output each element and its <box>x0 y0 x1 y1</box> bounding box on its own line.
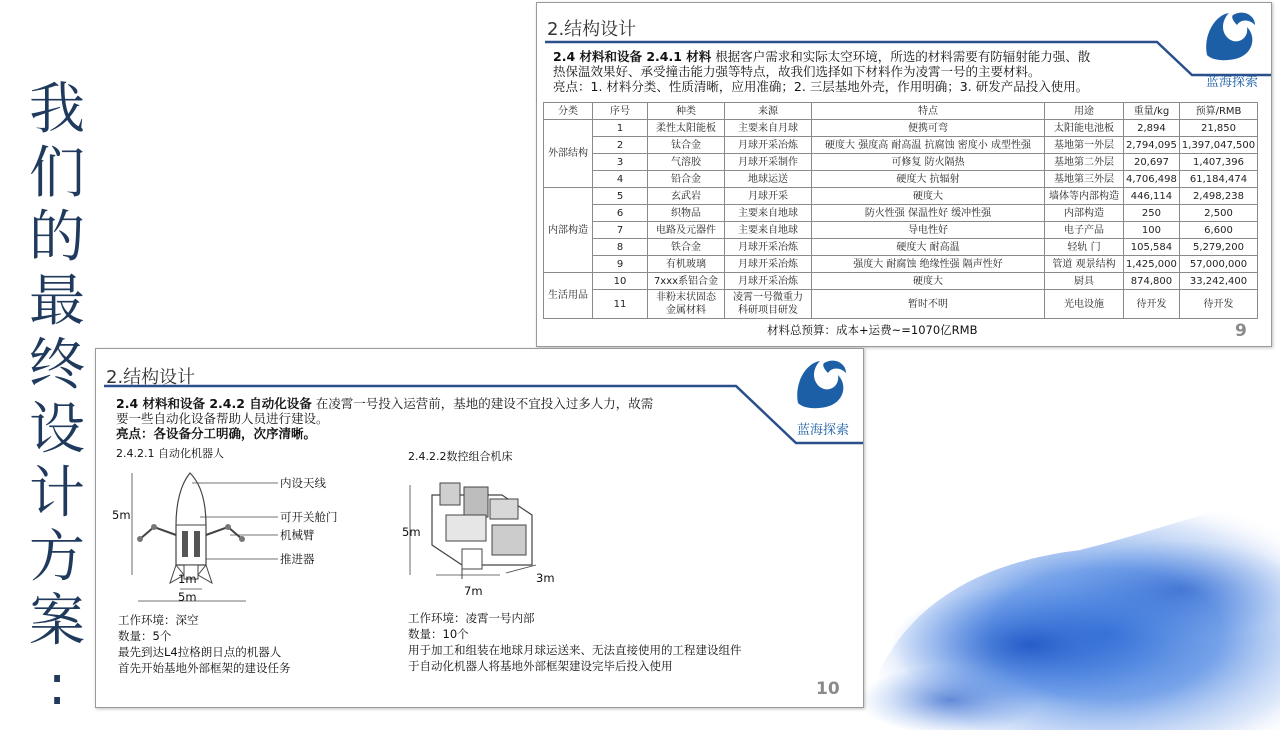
table-cell: 10 <box>593 273 648 290</box>
robot-drawing <box>110 465 410 605</box>
main-title-char: 我 <box>29 77 85 142</box>
robot-qty: 数量：5个 <box>118 629 172 643</box>
main-title-char: 方 <box>29 525 85 590</box>
table-cell: 基地第一外层 <box>1045 137 1124 154</box>
table-cell: 铅合金 <box>648 171 725 188</box>
intro-line-1: 根据客户需求和实际太空环境，所选的材料需要有防辐射能力强、散 <box>711 49 1091 64</box>
table-row <box>544 188 1258 205</box>
table-cell: 非粉末状固态 金属材料 <box>648 290 725 319</box>
table-cell: 地球运送 <box>725 171 812 188</box>
table-cell: 暂时不明 <box>812 290 1045 319</box>
table-cell: 6,600 <box>1179 222 1257 239</box>
table-cell: 月球开采 <box>725 188 812 205</box>
table-cell: 轻轨 门 <box>1045 239 1124 256</box>
machine-qty: 数量：10个 <box>408 627 469 641</box>
col-header: 重量/kg <box>1124 103 1180 120</box>
robot-env: 工作环境：深空 <box>118 613 199 627</box>
table-cell: 气溶胶 <box>648 154 725 171</box>
table-cell: 7xxx系铝合金 <box>648 273 725 290</box>
table-cell: 4,706,498 <box>1124 171 1180 188</box>
table-cell: 2,894 <box>1124 120 1180 137</box>
col-header: 分类 <box>544 103 593 120</box>
main-title-char: 最 <box>29 269 85 334</box>
table-cell: 6 <box>593 205 648 222</box>
slide-10-thumbnail[interactable] <box>95 348 864 708</box>
table-cell: 61,184,474 <box>1179 171 1257 188</box>
table-row <box>544 171 1258 188</box>
blue-sea-logo <box>1197 5 1267 90</box>
table-cell: 1,397,047,500 <box>1179 137 1257 154</box>
table-row <box>544 205 1258 222</box>
table-row <box>544 239 1258 256</box>
table-cell: 月球开采冶炼 <box>725 256 812 273</box>
table-cell: 钛合金 <box>648 137 725 154</box>
slide-title: 2.结构设计 <box>547 19 637 40</box>
table-cell: 太阳能电池板 <box>1045 120 1124 137</box>
intro-line-2: 热保温效果好、承受撞击能力强等特点，故我们选择如下材料作为凌霄一号的主要材料。 <box>553 64 1041 79</box>
main-title-char: 终 <box>29 333 85 398</box>
machine-height-dim: 5m <box>402 525 421 539</box>
table-cell: 2,500 <box>1179 205 1257 222</box>
table-cell: 硬度大 <box>812 273 1045 290</box>
page-number: 9 <box>1235 321 1247 341</box>
watercolor-decoration <box>860 470 1280 730</box>
category-cell: 生活用品 <box>544 273 593 319</box>
robot-desc <box>118 612 291 676</box>
table-cell: 2,498,238 <box>1179 188 1257 205</box>
col-header: 预算/RMB <box>1179 103 1257 120</box>
col-header: 特点 <box>812 103 1045 120</box>
col-header: 种类 <box>648 103 725 120</box>
section-heading: 2.4 材料和设备 2.4.2 自动化设备 <box>116 396 312 411</box>
machine-desc-2: 于自动化机器人将基地外部框架建设完毕后投入使用 <box>408 659 673 673</box>
logo-text: 蓝海探索 <box>1205 75 1258 90</box>
category-cell: 内部构造 <box>544 188 593 273</box>
table-cell: 硬度大 <box>812 188 1045 205</box>
category-cell: 外部结构 <box>544 120 593 188</box>
wave-logo-icon <box>1197 5 1267 65</box>
wave-logo-icon <box>788 353 858 413</box>
col-header: 用途 <box>1045 103 1124 120</box>
robot-label: 机械臂 <box>280 528 315 542</box>
table-cell: 1,407,396 <box>1179 154 1257 171</box>
table-row <box>544 222 1258 239</box>
table-cell: 可修复 防火隔热 <box>812 154 1045 171</box>
table-row <box>544 273 1258 290</box>
table-cell: 墙体等内部构造 <box>1045 188 1124 205</box>
table-cell: 强度大 耐腐蚀 绝缘性强 隔声性好 <box>812 256 1045 273</box>
table-cell: 待开发 <box>1124 290 1180 319</box>
table-cell: 主要来自地球 <box>725 222 812 239</box>
table-row <box>544 154 1258 171</box>
intro-text <box>116 396 756 441</box>
table-cell: 9 <box>593 256 648 273</box>
table-cell: 11 <box>593 290 648 319</box>
page-number: 10 <box>816 679 840 699</box>
table-cell: 1,425,000 <box>1124 256 1180 273</box>
table-cell: 凌霄一号微重力 科研项目研发 <box>725 290 812 319</box>
table-cell: 446,114 <box>1124 188 1180 205</box>
table-cell: 基地第二外层 <box>1045 154 1124 171</box>
main-title <box>22 78 92 718</box>
table-cell: 主要来自地球 <box>725 205 812 222</box>
table-cell: 100 <box>1124 222 1180 239</box>
table-cell: 管道 观景结构 <box>1045 256 1124 273</box>
table-cell: 硬度大 抗辐射 <box>812 171 1045 188</box>
table-cell: 2,794,095 <box>1124 137 1180 154</box>
table-cell: 玄武岩 <box>648 188 725 205</box>
machine-heading: 2.4.2.2数控组合机床 <box>408 450 513 463</box>
table-cell: 57,000,000 <box>1179 256 1257 273</box>
robot-desc-2: 首先开始基地外部框架的建设任务 <box>118 661 291 675</box>
main-title-char: 设 <box>29 397 85 462</box>
table-cell: 导电性好 <box>812 222 1045 239</box>
highlight-line: 亮点：1. 材料分类、性质清晰，应用准确；2. 三层基地外壳，作用明确；3. 研发产品投入使用。 <box>553 79 1089 94</box>
table-row <box>544 120 1258 137</box>
table-cell: 4 <box>593 171 648 188</box>
table-cell: 有机玻璃 <box>648 256 725 273</box>
table-row <box>544 137 1258 154</box>
table-cell: 铁合金 <box>648 239 725 256</box>
table-cell: 硬度大 耐高温 <box>812 239 1045 256</box>
slide-title: 2.结构设计 <box>106 367 196 388</box>
table-cell: 21,850 <box>1179 120 1257 137</box>
robot-desc-1: 最先到达L4拉格朗日点的机器人 <box>118 645 282 659</box>
machine-desc <box>408 610 742 674</box>
robot-width-dim: 5m <box>178 590 197 604</box>
table-cell: 硬度大 强度高 耐高温 抗腐蚀 密度小 成型性强 <box>812 137 1045 154</box>
table-cell: 5,279,200 <box>1179 239 1257 256</box>
table-cell: 2 <box>593 137 648 154</box>
table-cell: 874,800 <box>1124 273 1180 290</box>
robot-label: 内设天线 <box>280 476 326 490</box>
table-cell: 防火性强 保温性好 缓冲性强 <box>812 205 1045 222</box>
table-cell: 月球开采冶炼 <box>725 239 812 256</box>
machine-width-dim: 7m <box>464 584 483 598</box>
table-cell: 便携可弯 <box>812 120 1045 137</box>
table-cell: 1 <box>593 120 648 137</box>
machine-env: 工作环境：凌霄一号内部 <box>408 611 535 625</box>
table-cell: 月球开采冶炼 <box>725 137 812 154</box>
table-cell: 待开发 <box>1179 290 1257 319</box>
main-title-char: : <box>47 653 67 718</box>
table-cell: 105,584 <box>1124 239 1180 256</box>
robot-heading: 2.4.2.1 自动化机器人 <box>116 447 224 460</box>
intro-line-1: 在凌霄一号投入运营前，基地的建设不宜投入过多人力，故需 <box>311 396 654 411</box>
table-cell: 250 <box>1124 205 1180 222</box>
table-cell: 8 <box>593 239 648 256</box>
table-cell: 电子产品 <box>1045 222 1124 239</box>
table-cell: 电路及元器件 <box>648 222 725 239</box>
table-cell: 柔性太阳能板 <box>648 120 725 137</box>
logo-text: 蓝海探索 <box>796 423 849 438</box>
materials-table <box>543 102 1258 319</box>
table-row <box>544 256 1258 273</box>
machine-desc-1: 用于加工和组装在地球月球运送来、无法直接使用的工程建设组件 <box>408 643 742 657</box>
table-cell: 7 <box>593 222 648 239</box>
col-header: 序号 <box>593 103 648 120</box>
intro-text <box>553 49 1173 94</box>
table-cell: 光电设施 <box>1045 290 1124 319</box>
table-row <box>544 290 1258 319</box>
robot-height-dim: 5m <box>112 508 131 522</box>
table-cell: 3 <box>593 154 648 171</box>
intro-line-2: 要一些自动化设备帮助人员进行建设。 <box>116 411 329 426</box>
table-header-row <box>544 103 1258 120</box>
table-cell: 织物品 <box>648 205 725 222</box>
col-header: 来源 <box>725 103 812 120</box>
robot-inner-dim: 1m <box>178 572 197 586</box>
table-cell: 主要来自月球 <box>725 120 812 137</box>
machine-depth-dim: 3m <box>536 571 555 585</box>
highlight-line: 亮点：各设备分工明确，次序清晰。 <box>116 426 317 441</box>
main-title-char: 们 <box>29 141 85 206</box>
slide-9-thumbnail[interactable] <box>536 2 1272 347</box>
table-cell: 基地第三外层 <box>1045 171 1124 188</box>
section-heading: 2.4 材料和设备 2.4.1 材料 <box>553 49 712 64</box>
table-cell: 厨具 <box>1045 273 1124 290</box>
budget-note: 材料总预算：成本+运费~=1070亿RMB <box>767 323 978 337</box>
robot-label: 推进器 <box>280 552 315 566</box>
table-cell: 20,697 <box>1124 154 1180 171</box>
table-cell: 内部构造 <box>1045 205 1124 222</box>
table-cell: 5 <box>593 188 648 205</box>
table-cell: 月球开采制作 <box>725 154 812 171</box>
blue-sea-logo <box>788 353 858 438</box>
table-cell: 33,242,400 <box>1179 273 1257 290</box>
main-title-char: 案 <box>29 589 85 654</box>
main-title-char: 计 <box>29 461 85 526</box>
table-cell: 月球开采冶炼 <box>725 273 812 290</box>
main-title-char: 的 <box>29 205 85 270</box>
robot-label: 可开关舱门 <box>280 510 338 524</box>
